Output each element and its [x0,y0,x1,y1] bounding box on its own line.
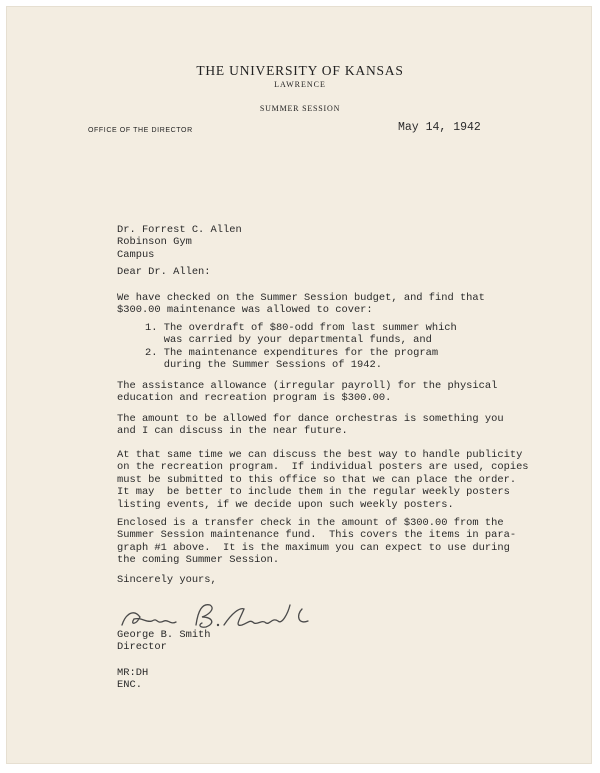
paragraph-budget: We have checked on the Summer Session budget, and find that $300.00 maintenance was allowed to cover: [117,292,485,317]
session-name: SUMMER SESSION [259,104,341,113]
university-name: THE UNIVERSITY OF KANSAS [196,63,404,78]
recipient-address: Dr. Forrest C. Allen Robinson Gym Campus [117,224,242,261]
office-label: OFFICE OF THE DIRECTOR [88,127,193,134]
signer-block: George B. Smith Director [117,629,211,654]
paragraph-allowance: The assistance allowance (irregular payroll) for the physical education and recreation program is $300.00. [117,380,498,405]
paragraph-publicity: At that same time we can discuss the best way to handle publicity on the recreation program. If individual posters are used, copies must be submitted to this office so that we can place the order. It may be better to include them in the regular weekly posters listing events, if we decide upon such weekly posters. [117,449,529,511]
city-name: LAWRENCE [274,80,326,89]
reference-initials: MR:DH ENC. [117,667,149,692]
paragraph-orchestras: The amount to be allowed for dance orchestras is something you and I can discuss in the near future. [117,413,504,438]
paragraph-enclosure: Enclosed is a transfer check in the amount of $300.00 from the Summer Session maintenance fund. This covers the items in para- graph #1 above. It is the maximum you can expect to use during the coming Summer Session. [117,517,517,567]
letter-date: May 14, 1942 [398,121,481,134]
numbered-list: 1. The overdraft of $80-odd from last summer which was carried by your departmental funds, and 2. The maintenance expenditures for the program during the Summer Sessions of 1942. [145,322,457,372]
closing: Sincerely yours, [117,574,217,586]
salutation: Dear Dr. Allen: [117,266,211,278]
